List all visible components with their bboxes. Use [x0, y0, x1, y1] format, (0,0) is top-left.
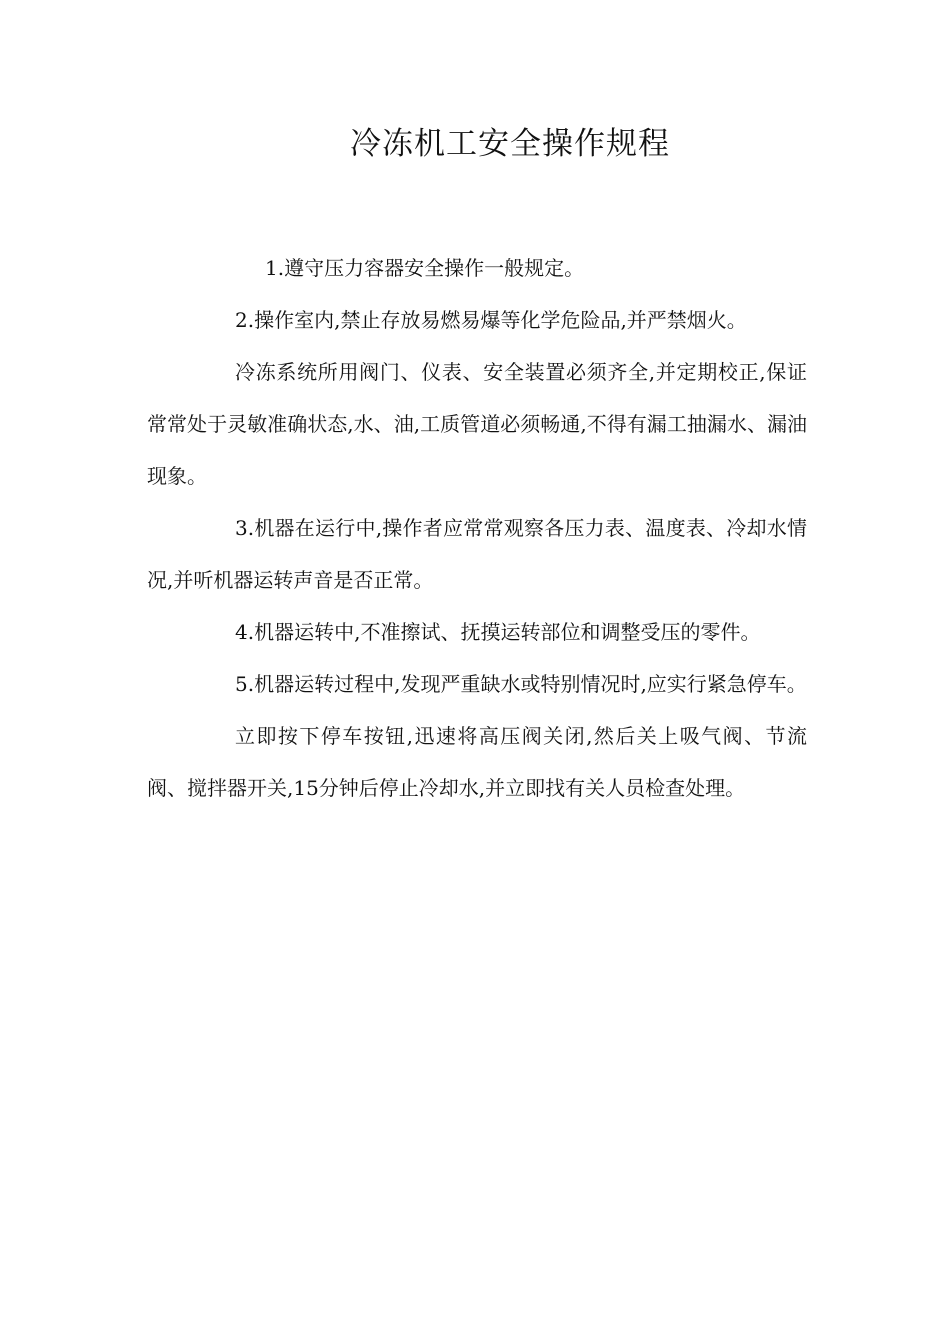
paragraph-rule-1: 1.遵守压力容器安全操作一般规定。 — [265, 256, 585, 280]
paragraph-rule-5: 5.机器运转过程中,发现严重缺水或特别情况时,应实行紧急停车。 — [235, 672, 807, 696]
paragraph-equipment: 冷冻系统所用阀门、仪表、安全装置必须齐全,并定期校正,保证常常处于灵敏准确状态,水、油,工质管道必须畅通,不得有漏工抽漏水、漏油现象。 — [147, 360, 807, 488]
paragraph-emergency-stop: 立即按下停车按钮,迅速将高压阀关闭,然后关上吸气阀、节流阀、搅拌器开关,15分钟后停止冷却水,并立即找有关人员检查处理。 — [147, 724, 807, 800]
document-body — [147, 242, 807, 814]
paragraph-rule-4: 4.机器运转中,不准擦试、抚摸运转部位和调整受压的零件。 — [235, 620, 761, 644]
paragraph-rule-2: 2.操作室内,禁止存放易燃易爆等化学危险品,并严禁烟火。 — [235, 308, 747, 332]
paragraph-rule-3: 3.机器在运行中,操作者应常常观察各压力表、温度表、冷却水情况,并听机器运转声音是否正常。 — [147, 516, 807, 592]
document-title: 冷冻机工安全操作规程 — [350, 126, 670, 162]
